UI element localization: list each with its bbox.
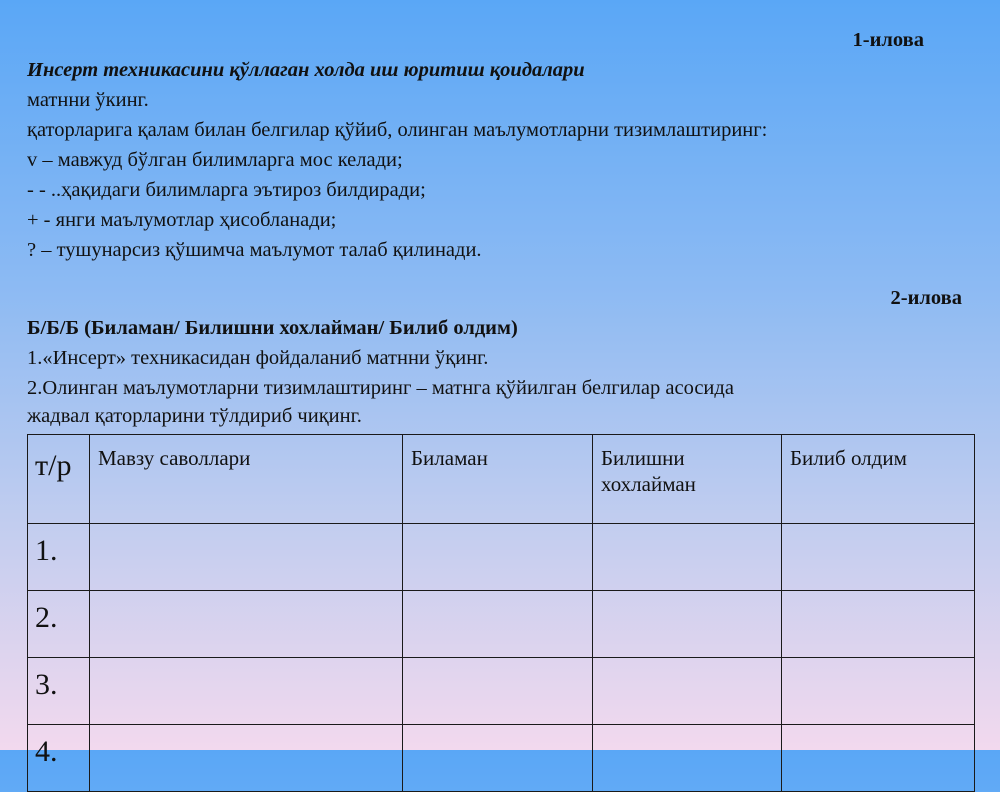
annex1-line: - - ..ҳақидаги билимларга эътироз билдиради; xyxy=(27,179,426,201)
table-row xyxy=(28,725,975,792)
table-cell xyxy=(782,591,975,658)
table-cell xyxy=(593,524,782,591)
annex2-title: Б/Б/Б (Биламан/ Билишни хохлайман/ Билиб олдим) xyxy=(27,317,518,339)
annex1-line: + - янги маълумотлар ҳисобланади; xyxy=(27,209,337,231)
table-cell xyxy=(403,725,593,792)
table-cell xyxy=(403,591,593,658)
annex2-label: 2-илова xyxy=(890,287,962,309)
annex1-title: Инсерт техникасини қўллаган холда иш юритиш қоидалари xyxy=(27,59,585,81)
table-cell xyxy=(593,658,782,725)
row-number-cell: 1. xyxy=(28,524,90,591)
table-cell xyxy=(593,725,782,792)
table-cell xyxy=(593,591,782,658)
header-cell-want-to-know: Билишни хохлайман xyxy=(593,435,782,524)
annex2-line: жадвал қаторларини тўлдириб чиқинг. xyxy=(27,405,362,427)
table-cell xyxy=(90,658,403,725)
header-cell-topic-questions: Мавзу саволлари xyxy=(90,435,403,524)
table-row xyxy=(28,524,975,591)
table-row xyxy=(28,658,975,725)
table-cell xyxy=(90,524,403,591)
annex1-line: қаторларига қалам билан белгилар қўйиб, олинган маълумотларни тизимлаштиринг: xyxy=(27,119,768,141)
row-number-cell: 2. xyxy=(28,591,90,658)
annex1-label: 1-илова xyxy=(852,29,924,51)
annex2-line: 1.«Инсерт» техникасидан фойдаланиб матнни ўқинг. xyxy=(27,347,489,369)
table-cell xyxy=(782,725,975,792)
annex2-line: 2.Олинган маълумотларни тизимлаштиринг – матнга қўйилган белгилар асосида xyxy=(27,377,734,399)
annex1-line: ? – тушунарсиз қўшимча маълумот талаб қилинади. xyxy=(27,239,482,261)
table-row xyxy=(28,591,975,658)
table-cell xyxy=(90,591,403,658)
table-header-row xyxy=(28,435,975,524)
annex1-line: матнни ўкинг. xyxy=(27,89,149,111)
row-number-cell: 3. xyxy=(28,658,90,725)
table-cell xyxy=(403,524,593,591)
table-cell xyxy=(782,658,975,725)
header-cell-learned: Билиб олдим xyxy=(782,435,975,524)
annex1-line: v – мавжуд бўлган билимларга мос келади; xyxy=(27,149,403,171)
table-cell xyxy=(90,725,403,792)
header-cell-know: Биламан xyxy=(403,435,593,524)
header-cell-number: т/р xyxy=(28,435,90,524)
table-cell xyxy=(782,524,975,591)
table-cell xyxy=(403,658,593,725)
kwl-table xyxy=(27,434,975,792)
row-number-cell: 4. xyxy=(28,725,90,792)
